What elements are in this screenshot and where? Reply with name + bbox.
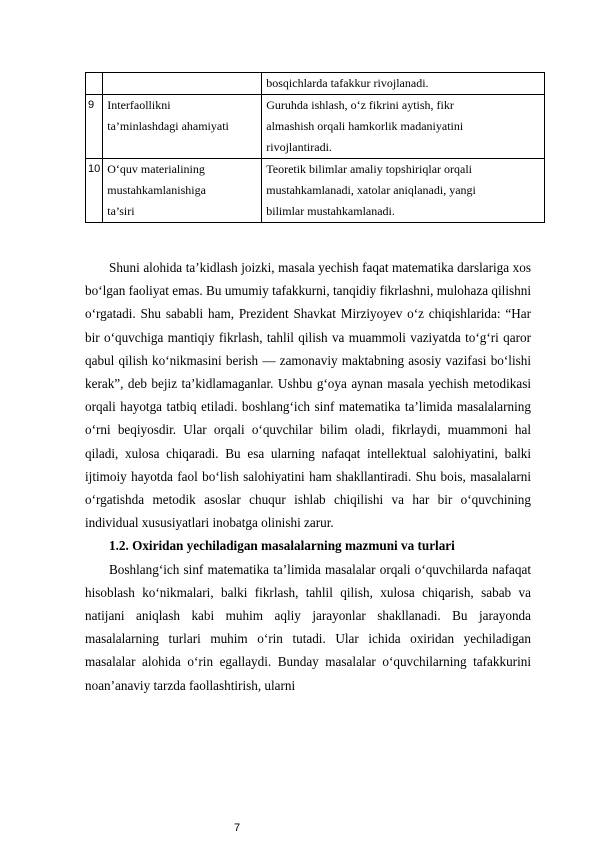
cell-line: Interfaollikni xyxy=(107,98,171,112)
cell-line: O‘quv materialining xyxy=(107,162,205,176)
table-row xyxy=(86,95,545,159)
row-number xyxy=(86,73,103,95)
page-number: 7 xyxy=(234,822,241,834)
criteria-table xyxy=(85,72,545,223)
cell-line: ta’minlashdagi ahamiyati xyxy=(107,119,229,133)
cell-line: Teoretik bilimlar amaliy topshiriqlar orqali xyxy=(266,162,473,176)
cell-line: rivojlantiradi. xyxy=(266,140,332,154)
cell-line: bosqichlarda tafakkur rivojlanadi. xyxy=(266,76,429,90)
row-number: 10 xyxy=(86,159,103,223)
table-row xyxy=(86,73,545,95)
cell-line: ta’siri xyxy=(107,204,135,218)
paragraph: Boshlang‘ich sinf matematika ta’limida masalalar orqali o‘quvchilarda nafaqat hisoblash ko‘nikmalari, balki fikrlash, tahlil qilish, xulosa chiqarish, sabab va natijani aniqlash kabi muhim aqliy jarayonlar shakllanadi. Bu jarayonda masalalarning turlari muhim o‘rin tutadi. Ular ichida oxiridan yechiladigan masalalar alohida o‘rin egallaydi. Bunday masalalar o‘quvchilarning tafakkurini noan’anaviy tarzda faollashtirish, ularni xyxy=(85,561,531,693)
cell-line: mustahkamlanadi, xatolar aniqlanadi, yangi xyxy=(266,183,476,197)
criterion-cell xyxy=(103,95,262,159)
paragraph: Shuni alohida ta’kidlash joizki, masala yechish faqat matematika darslariga xos bo‘lgan faoliyat emas. Bu umumiy tafakkurni, tanqidiy fikrlashni, mulohaza qilishni o‘rgatadi. Shu sababli ham, Prezident Shavkat Mirziyoyev o‘z chiqishlarida: “Har bir o‘quvchiga mantiqiy fikrlash, tahlil qilish va muammoli vaziyatda to‘g‘ri qaror qabul qilish ko‘nikmasini berish — zamonaviy maktabning asosiy vazifasi bo‘lishi kerak”, deb bejiz ta’kidlamaganlar. Ushbu g‘oya aynan masala yechish metodikasi orqali hayotga tatbiq etiladi. boshlang‘ich sinf matematika ta’limida masalalarning o‘rni beqiyosdir. Ular orqali o‘quvchilar bilim oladi, fikrlaydi, muammoni hal qiladi, xulosa chiqaradi. Bu esa ularning nafaqat intellektual salohiyatini, balki ijtimoiy hayotda faol bo‘lish salohiyatini ham shakllantiradi. Shu bois, masalalarni o‘rgatishda metodik asoslar chuqur ishlab chiqilishi va har bir o‘quvchining individual xususiyatlari inobatga olinishi zarur. xyxy=(85,260,531,531)
row-number: 9 xyxy=(86,95,103,159)
criterion-cell xyxy=(103,73,262,95)
section-heading: 1.2. Oxiridan yechiladigan masalalarning mazmuni va turlari xyxy=(109,538,455,554)
table-row xyxy=(86,159,545,223)
description-cell xyxy=(262,159,545,223)
criterion-cell xyxy=(103,159,262,223)
description-cell xyxy=(262,95,545,159)
description-cell xyxy=(262,73,545,95)
cell-line: bilimlar mustahkamlanadi. xyxy=(266,204,395,218)
cell-line: mustahkamlanishiga xyxy=(107,183,206,197)
cell-line: Guruhda ishlash, o‘z fikrini aytish, fikr xyxy=(266,98,454,112)
cell-line: almashish orqali hamkorlik madaniyatini xyxy=(266,119,464,133)
body-text xyxy=(85,256,531,697)
